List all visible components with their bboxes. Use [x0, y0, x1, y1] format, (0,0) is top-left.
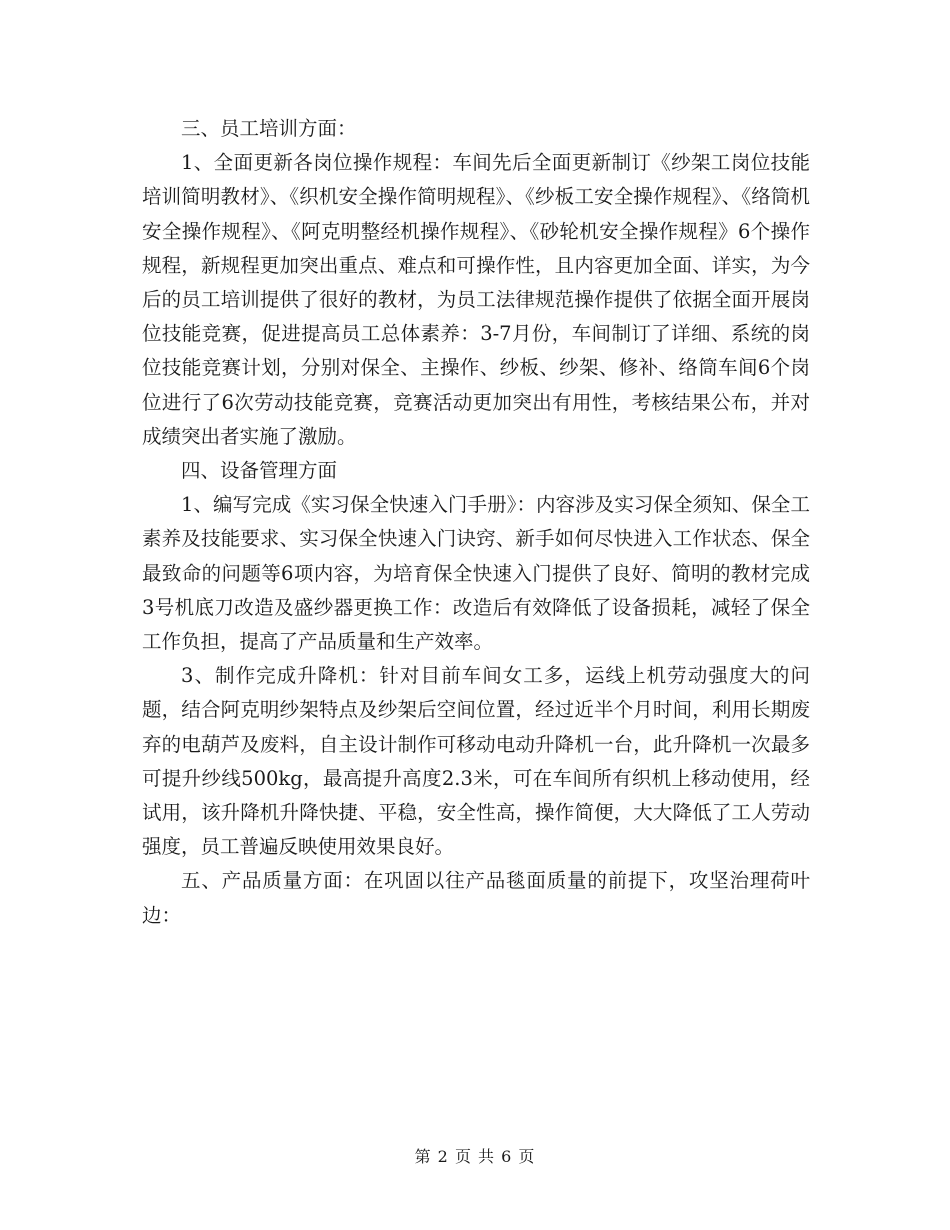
paragraph-lift-machine: 3、制作完成升降机：针对目前车间女工多，运线上机劳动强度大的问题，结合阿克明纱架特点及纱架后空间位置，经过近半个月时间，利用长期废弃的电葫芦及废料，自主设计制作可移动电动升降机一台，此升降机一次最多可提升纱线500kg，最高提升高度2.3米，可在车间所有织机上移动使用，经试用，该升降机升降快捷、平稳，安全性高，操作简便，大大降低了工人劳动强度，员工普遍反映使用效果良好。 — [142, 664, 810, 859]
section-heading-equipment: 四、设备管理方面 — [181, 459, 338, 483]
document-body — [142, 112, 810, 933]
paragraph-training-details: 1、全面更新各岗位操作规程：车间先后全面更新制订《纱架工岗位技能培训简明教材》、《织机安全操作简明规程》、《纱板工安全操作规程》、《络筒机安全操作规程》、《阿克明整经机操作规程》、《砂轮机安全操作规程》6个操作规程，新规程更加突出重点、难点和可操作性，且内容更加全面、详实，为今后的员工培训提供了很好的教材，为员工法律规范操作提供了依据全面开展岗位技能竞赛，促进提高员工总体素养：3-7月份，车间制订了详细、系统的岗位技能竞赛计划，分别对保全、主操作、纱板、纱架、修补、络筒车间6个岗位进行了6次劳动技能竞赛，竞赛活动更加突出有用性，考核结果公布，并对成绩突出者实施了激励。 — [142, 151, 810, 448]
section-heading-quality: 五、产品质量方面：在巩固以往产品毯面质量的前提下，攻坚治理荷叶边： — [142, 869, 810, 927]
page-number-footer: 第 2 页 共 6 页 — [414, 1147, 536, 1166]
paragraph-equipment-manual: 1、编写完成《实习保全快速入门手册》：内容涉及实习保全须知、保全工素养及技能要求、实习保全快速入门诀窍、新手如何尽快进入工作状态、保全最致命的问题等6项内容，为培育保全快速入门提供了良好、简明的教材完成3号机底刀改造及盛纱器更换工作：改造后有效降低了设备损耗，减轻了保全工作负担，提高了产品质量和生产效率。 — [142, 493, 810, 654]
section-heading-training: 三、员工培训方面： — [181, 117, 357, 140]
